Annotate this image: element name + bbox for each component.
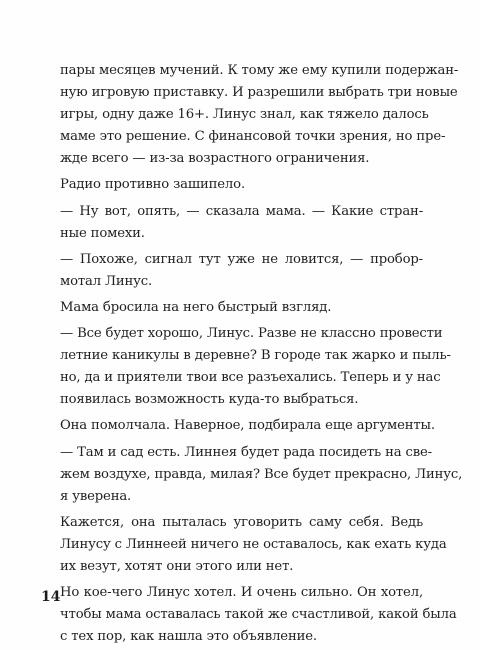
text-line: — Ну вот, опять, — сказала мама. — Какие стран-	[60, 203, 423, 219]
text-line: маме это решение. С финансовой точки зрения, но пре-	[60, 129, 446, 145]
text-line: летние каникулы в деревне? В городе так жарко и пыль-	[60, 348, 451, 364]
text-line: Радио противно зашипело.	[60, 177, 245, 193]
text-line: Линусу с Линнеей ничего не оставалось, как ехать куда	[60, 536, 447, 552]
text-line: жем воздухе, правда, милая? Все будет прекрасно, Линус,	[60, 466, 463, 482]
text-line: я уверена.	[60, 488, 132, 504]
text-line: — Там и сад есть. Линнея будет рада посидеть на све-	[60, 444, 432, 460]
text-line: — Похоже, сигнал тут уже не ловится, — пробор-	[60, 251, 423, 267]
text-line: Она помолчала. Наверное, подбирала еще аргументы.	[60, 418, 435, 434]
body-text	[60, 60, 463, 648]
text-line: Но кое-чего Линус хотел. И очень сильно. Он хотел,	[60, 585, 423, 601]
text-line: жде всего — из-за возрастного ограничения.	[60, 151, 370, 167]
page-number: 14	[41, 589, 61, 605]
text-line: — Все будет хорошо, Линус. Разве не классно провести	[60, 326, 443, 342]
text-line: ные помехи.	[60, 225, 145, 241]
text-line: Мама бросила на него быстрый взгляд.	[60, 299, 332, 315]
text-line: Кажется, она пыталась уговорить саму себя. Ведь	[60, 514, 423, 530]
text-line: но, да и приятели твои все разъехались. Теперь и у нас	[60, 370, 441, 386]
text-line: появилась возможность куда-то выбраться.	[60, 392, 359, 408]
text-line: пары месяцев мучений. К тому же ему купили подержан-	[60, 63, 459, 78]
text-line: с тех пор, как нашла это объявление.	[60, 629, 317, 645]
text-line: игры, одну даже 16+. Линус знал, как тяжело далось	[60, 107, 429, 123]
text-line: чтобы мама оставалась такой же счастливой, какой была	[60, 607, 457, 623]
text-line: мотал Линус.	[60, 273, 153, 289]
text-line: ную игровую приставку. И разрешили выбрать три новые	[60, 85, 458, 101]
text-line: их везут, хотят они этого или нет.	[60, 558, 294, 574]
